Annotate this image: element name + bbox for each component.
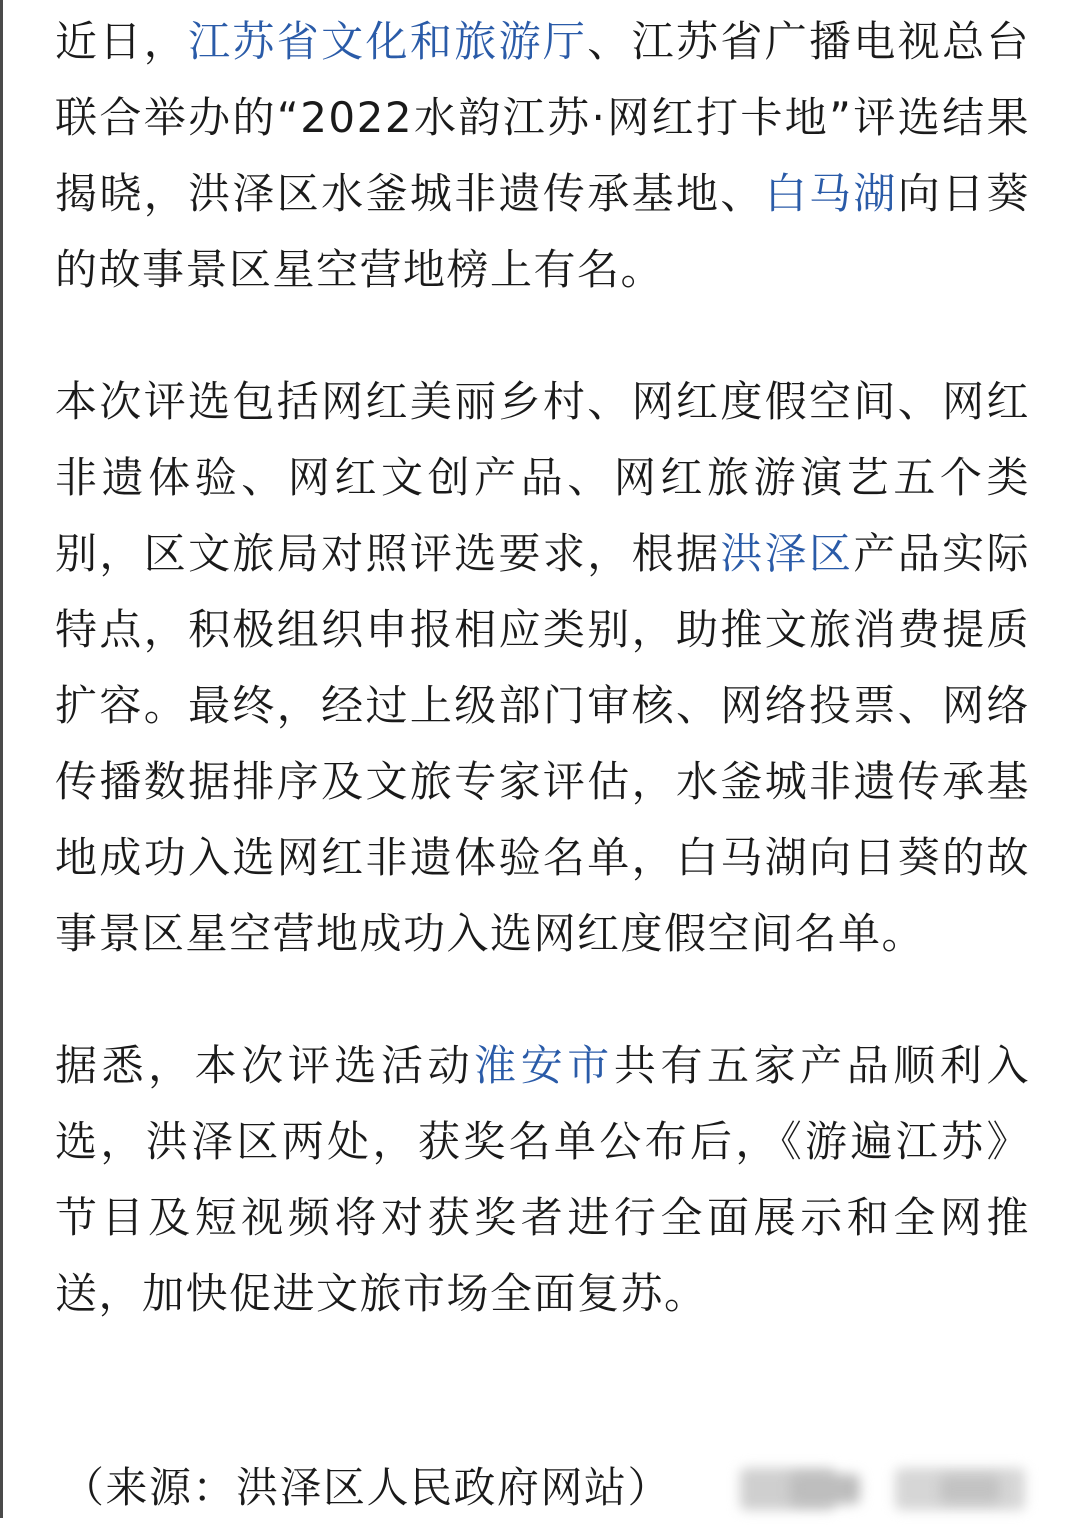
paragraph-3-text-2: 共有五家产品顺利入选，洪泽区两处，获奖名单公布后，《游遍江苏》节目及短视频将对获奖者进行全面展示和全网推送，加快促进文旅市场全面复苏。 xyxy=(55,1041,1030,1318)
page-left-border xyxy=(0,0,3,1518)
article-body xyxy=(55,4,1030,1332)
paragraph-1-text-2: 、江苏省广播电视总台联合举办的“2022水韵江苏·网红打卡地”评选结果揭晓，洪泽区水釜城非遗传承基地、 xyxy=(55,17,1030,218)
paragraph-2 xyxy=(55,364,1030,972)
link-huaian-city[interactable]: 淮安市 xyxy=(474,1041,614,1090)
paragraph-2-text-2: 产品实际特点，积极组织申报相应类别，助推文旅消费提质扩容。最终，经过上级部门审核、网络投票、网络传播数据排序及文旅专家评估，水釜城非遗传承基地成功入选网红非遗体验名单，白马湖向日葵的故事景区星空营地成功入选网红度假空间名单。 xyxy=(55,529,1030,958)
paragraph-1 xyxy=(55,4,1030,308)
paragraph-2-text-1: 本次评选包括网红美丽乡村、网红度假空间、网红非遗体验、网红文创产品、网红旅游演艺五个类别，区文旅局对照评选要求，根据 xyxy=(55,377,1030,578)
blurred-watermark xyxy=(730,1460,1040,1516)
paragraph-1-text-3: 向日葵的故事景区星空营地榜上有名。 xyxy=(55,169,1030,294)
paragraph-1-text-1: 近日， xyxy=(55,17,189,66)
paragraph-3-text-1: 据悉，本次评选活动 xyxy=(55,1041,475,1090)
source-credit: （来源：洪泽区人民政府网站） xyxy=(62,1463,672,1512)
link-hongze-district[interactable]: 洪泽区 xyxy=(720,529,854,578)
link-baima-lake[interactable]: 白马湖 xyxy=(764,169,898,218)
link-jiangsu-culture-tourism-dept[interactable]: 江苏省文化和旅游厅 xyxy=(188,17,588,66)
paragraph-3 xyxy=(55,1028,1030,1332)
